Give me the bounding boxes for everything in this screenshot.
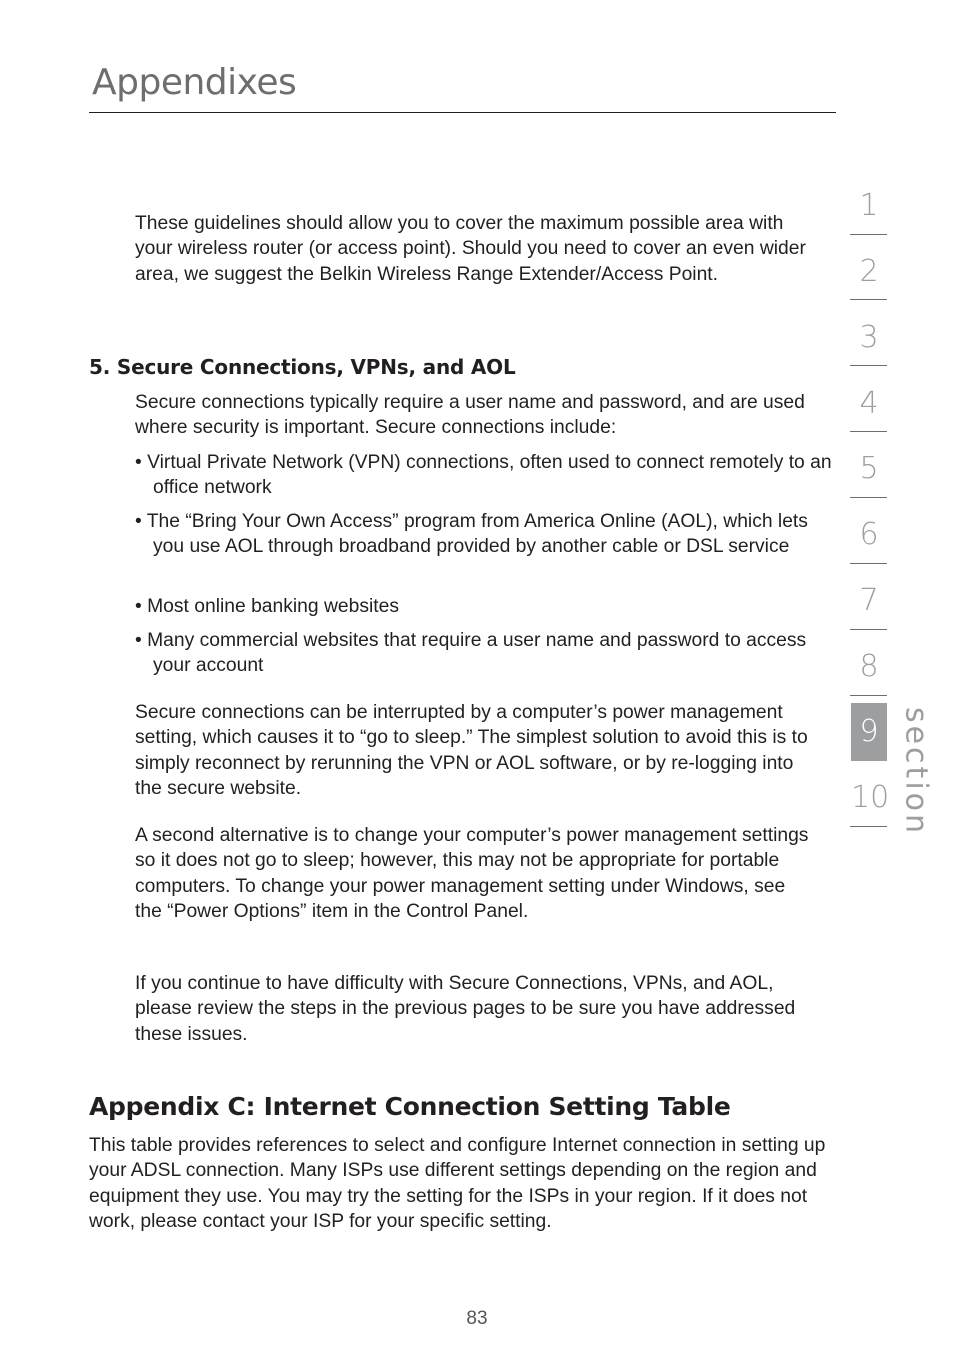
section-tab-divider bbox=[850, 365, 887, 366]
section-5-heading: 5. Secure Connections, VPNs, and AOL bbox=[89, 355, 516, 379]
intro-paragraph: These guidelines should allow you to cover the maximum possible area with your wireless router (or access point). Should you need to cover an even wider area, we suggest the Belkin Wireless Range Extender/Access Point. bbox=[135, 213, 806, 285]
section-tab-divider bbox=[850, 299, 887, 300]
section-tab-3[interactable]: 3 bbox=[859, 320, 879, 355]
list-item: • Many commercial websites that require a user name and password to access your account bbox=[135, 630, 807, 677]
section-tab-2[interactable]: 2 bbox=[859, 254, 879, 289]
section-tab-divider bbox=[850, 695, 887, 696]
section-tab-divider bbox=[850, 431, 887, 432]
section-tab-divider bbox=[850, 234, 887, 235]
appendix-c-body: This table provides references to select and configure Internet connection in setting up your ADSL connection. Many ISPs use different settings depending on the region and equipment they use. You may try the setting for the ISPs in your region. If it does not work, please contact your ISP for your specific setting. bbox=[89, 1135, 826, 1232]
section-tab-divider bbox=[850, 497, 887, 498]
appendix-c-heading: Appendix C: Internet Connection Setting Table bbox=[89, 1092, 731, 1121]
header-divider bbox=[89, 112, 836, 113]
section-tab-9[interactable]: 9 bbox=[859, 714, 879, 749]
section-tab-10[interactable]: 10 bbox=[851, 780, 890, 815]
section-5-lead: Secure connections typically require a user name and password, and are used where security is important. Secure connections include: bbox=[135, 392, 805, 439]
section-tab-divider bbox=[850, 629, 887, 630]
section-tab-8[interactable]: 8 bbox=[859, 649, 879, 684]
section-tab-5[interactable]: 5 bbox=[859, 451, 879, 486]
list-item: • Most online banking websites bbox=[135, 596, 399, 617]
section-5-paragraph-2: A second alternative is to change your computer’s power management settings so it does not go to sleep; however, this may not be appropriate for portable computers. To change your power management setting under Windows, see the “Power Options” item in the Control Panel. bbox=[135, 825, 809, 922]
section-tab-7[interactable]: 7 bbox=[859, 583, 879, 618]
section-tab-divider bbox=[850, 826, 887, 827]
section-tab-4[interactable]: 4 bbox=[859, 386, 879, 421]
section-5-paragraph-3: If you continue to have difficulty with Secure Connections, VPNs, and AOL, please review the steps in the previous pages to be sure you have addressed these issues. bbox=[135, 973, 796, 1045]
section-5-paragraph-1: Secure connections can be interrupted by a computer’s power management setting, which causes it to “go to sleep.” The simplest solution to avoid this is to simply reconnect by rerunning the VPN or AOL software, or by re-logging into the secure website. bbox=[135, 702, 808, 799]
section-tab-1[interactable]: 1 bbox=[859, 188, 879, 223]
section-tab-6[interactable]: 6 bbox=[859, 517, 879, 552]
list-item: • The “Bring Your Own Access” program from America Online (AOL), which lets you use AOL through broadband provided by another cable or DSL service bbox=[135, 511, 808, 558]
section-tab-divider bbox=[850, 563, 887, 564]
section-label: section bbox=[898, 706, 934, 837]
list-item: • Virtual Private Network (VPN) connections, often used to connect remotely to an office network bbox=[135, 452, 832, 499]
page-header-title: Appendixes bbox=[92, 62, 297, 103]
page-number: 83 bbox=[466, 1308, 488, 1329]
